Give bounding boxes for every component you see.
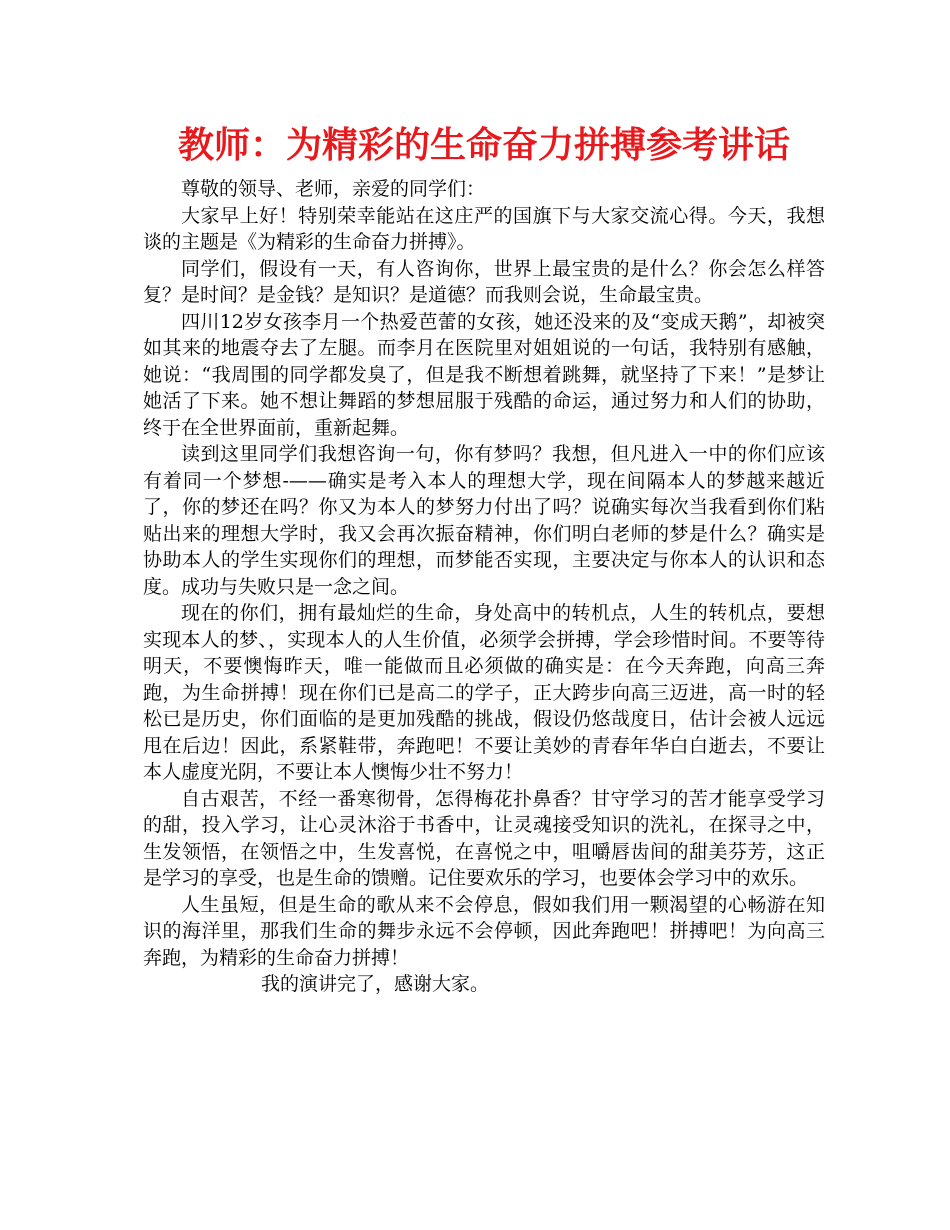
document-title: 教师：为精彩的生命奋力拼搏参考讲话 — [177, 125, 790, 166]
story-paragraph: 四川12岁女孩李月一个热爱芭蕾的女孩，她还没来的及“变成天鹅”，却被突如其来的地震夺去了左腿。而李月在医院里对姐姐说的一句话，我特别有感触，她说：“我周围的同学都发臭了，但是我不断想着跳舞，就坚持了下来！”是梦让她活了下来。她不想让舞蹈的梦想屈服于残酷的命运，通过努力和人们的协助，终于在全世界面前，重新起舞。 — [143, 310, 825, 439]
closing-line: 我的演讲完了，感谢大家。 — [261, 973, 490, 995]
hardship-paragraph: 自古艰苦，不经一番寒彻骨，怎得梅花扑鼻香？甘守学习的苦才能享受学习的甜，投入学习，让心灵沐浴于书香中，让灵魂接受知识的洗礼，在探寻之中，生发领悟，在领悟之中，生发喜悦，在喜悦之中，咀嚼唇齿间的甜美芬芳，这正是学习的享受，也是生命的馈赠。记住要欢乐的学习，也要体会学习中的欢乐。 — [143, 787, 825, 889]
conclusion-paragraph: 人生虽短，但是生命的歌从来不会停息，假如我们用一颗渴望的心畅游在知识的海洋里，那我们生命的舞步永远不会停顿，因此奔跑吧！拼搏吧！为向高三奔跑，为精彩的生命奋力拼搏！ — [143, 893, 825, 969]
salutation-paragraph: 尊敬的领导、老师，亲爱的同学们： — [181, 178, 486, 200]
striving-paragraph: 现在的你们，拥有最灿烂的生命，身处高中的转机点，人生的转机点，要想实现本人的梦、，实现本人的人生价值，必须学会拼搏，学会珍惜时间。不要等待明天，不要懊悔昨天，唯一能做而且必须做的确实是：在今天奔跑，向高三奔跑，为生命拼搏！现在你们已是高二的学子，正大跨步向高三迈进，高一时的轻松已是历史，你们面临的是更加残酷的挑战，假设仍悠哉度日，估计会被人远远甩在后边！因此，系紧鞋带，奔跑吧！不要让美妙的青春年华白白逝去，不要让本人虚度光阴，不要让本人懊悔少壮不努力！ — [143, 602, 825, 783]
dream-paragraph: 读到这里同学们我想咨询一句，你有梦吗？我想，但凡进入一中的你们应该有着同一个梦想-——确实是考入本人的理想大学，现在间隔本人的梦越来越近了，你的梦还在吗？你又为本人的梦努力付出了吗？说确实每次当我看到你们粘贴出来的理想大学时，我又会再次振奋精神，你们明白老师的梦是什么？确实是协助本人的学生实现你们的理想，而梦能否实现，主要决定与你本人的认识和态度。成功与失败只是一念之间。 — [143, 443, 825, 598]
question-paragraph: 同学们，假设有一天，有人咨询你，世界上最宝贵的是什么？你会怎么样答复？是时间？是金钱？是知识？是道德？而我则会说，生命最宝贵。 — [143, 257, 825, 306]
greeting-paragraph: 大家早上好！特别荣幸能站在这庄严的国旗下与大家交流心得。今天，我想谈的主题是《为精彩的生命奋力拼搏》。 — [143, 204, 825, 253]
document-page — [143, 122, 825, 998]
